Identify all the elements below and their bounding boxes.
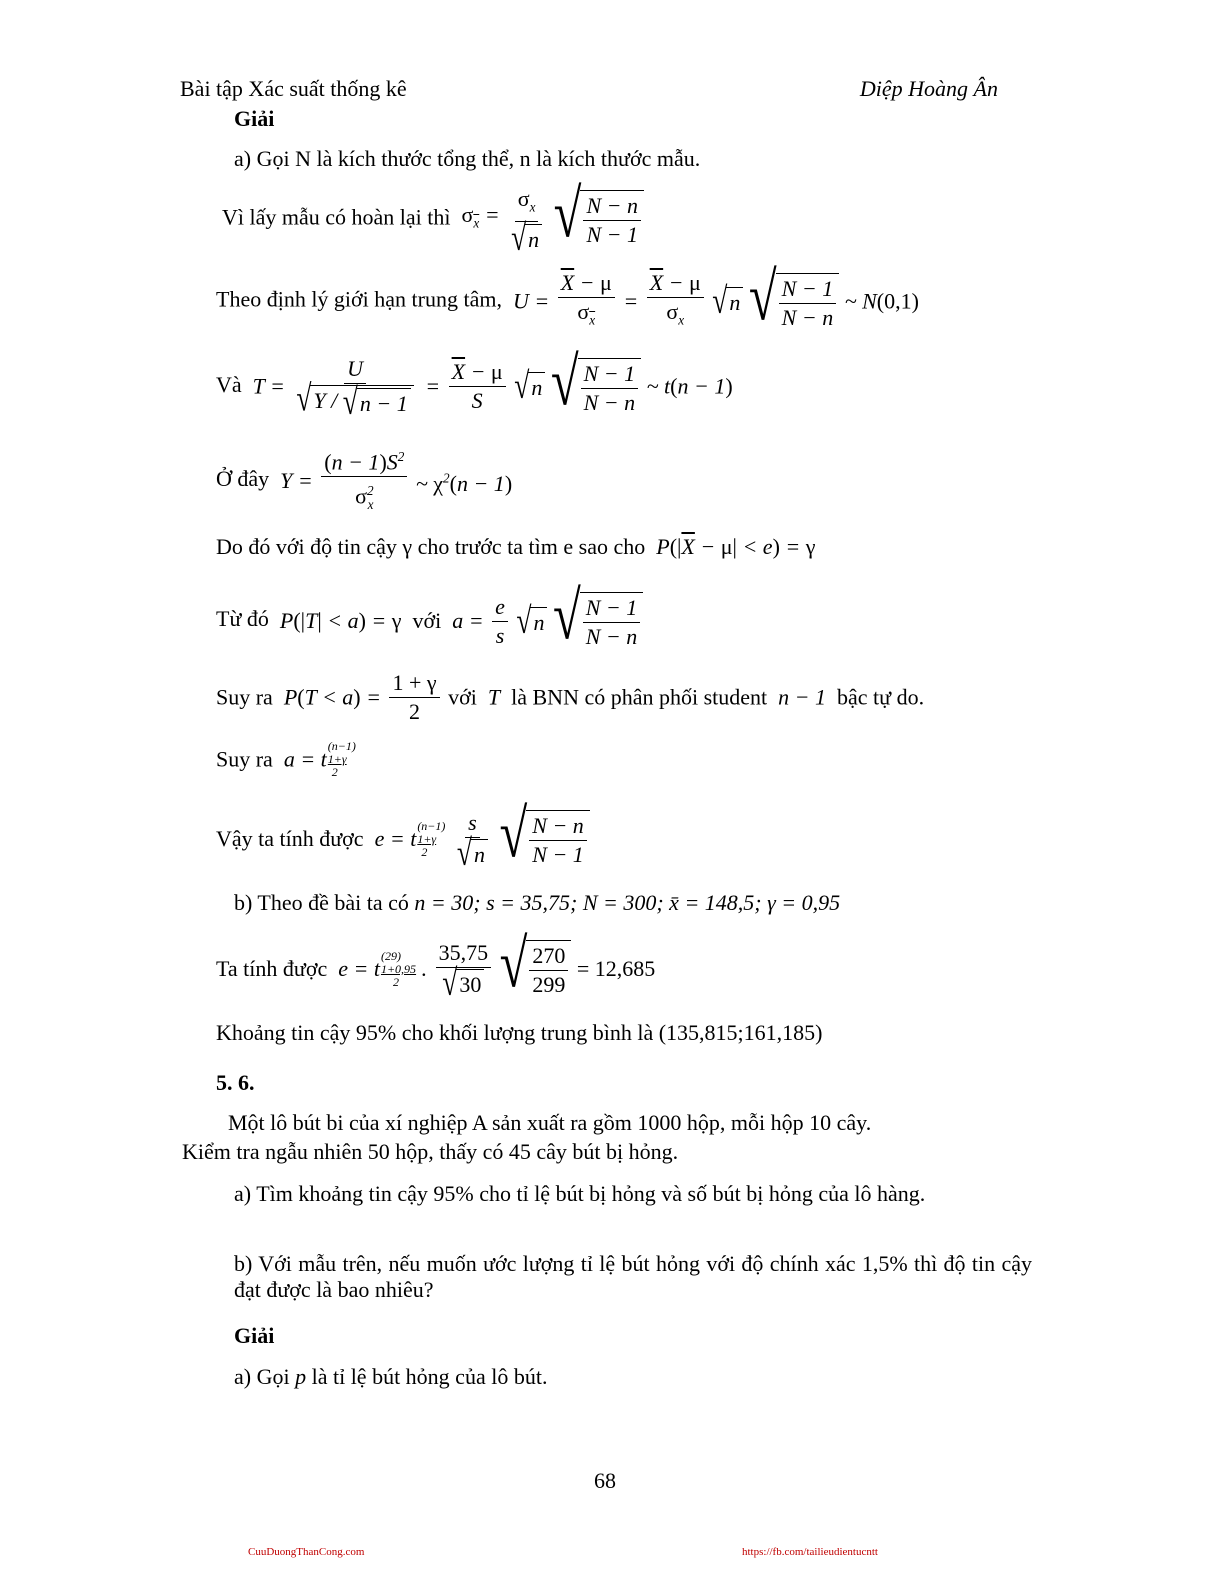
formula-suy1-pre: Suy ra	[216, 684, 273, 710]
formula-clt-label: Theo định lý giới hạn trung tâm,	[216, 286, 502, 312]
solution-a-intro: a) Gọi N là kích thước tổng thể, n là kích thước mẫu.	[234, 146, 701, 171]
formula-suy1-mid: với	[448, 684, 477, 710]
formula-suy2-pre: Suy ra	[216, 746, 273, 772]
formula-suy2: Suy ra a = t (n−1) 1+γ 2	[216, 739, 356, 779]
formula-from-mid: với	[412, 608, 442, 633]
formula-suy1-post: là BNN có phân phối student	[511, 684, 768, 710]
formula-vay-label: Vậy ta tính được	[216, 826, 364, 852]
formula-Y: Ở đây Y = $\frac{(n - 1)S^2}{\sigma^2_x}$ ~ $\chi^2(n - 1)$	[216, 444, 512, 518]
page-number: 68	[594, 1468, 616, 1493]
formula-confidence-post: cho trước ta tìm e sao cho	[417, 534, 646, 559]
problem-solution-heading: Giải	[234, 1323, 275, 1348]
formula-calc: Ta tính được e = t (29) 1+0,95 2 . 35,75 √ 30 √ $\frac{270}{299}$ = 12,685	[216, 926, 656, 1004]
formula-Y-label: Ở đây	[216, 466, 270, 492]
formula-from-pre: Từ đó	[216, 606, 269, 632]
problem-solution-a-pre: a) Gọi	[234, 1364, 290, 1389]
formula-calc-label: Ta tính được	[216, 956, 328, 982]
problem-statement-1: Một lô bút bi của xí nghiệp A sản xuất ra gồm 1000 hộp, mỗi hộp 10 cây.	[228, 1110, 872, 1135]
solution-b-given	[234, 890, 840, 916]
interval-value: (135,815;161,185)	[658, 1020, 823, 1045]
problem-question-b: b) Với mẫu trên, nếu muốn ước lượng tỉ lệ bút hỏng với độ chính xác 1,5% thì độ tin cậy đạt được là bao nhiêu?	[234, 1251, 1032, 1302]
formula-calc-result: = 12,685	[576, 956, 656, 982]
solution-heading: Giải	[234, 106, 275, 131]
problem-number: 5. 6.	[216, 1070, 255, 1095]
problem-question-a: a) Tìm khoảng tin cậy 95% cho tỉ lệ bút bị hỏng và số bút bị hỏng của lô hàng.	[234, 1181, 926, 1206]
formula-clt: Theo định lý giới hạn trung tâm, U = $\frac{\overline{X} - \mu}{\sigma_{\overline{x}}}$ = $\frac{\overline{X} - \mu}{\sigma_x}$ √ n √ $\frac{N - 1}{N - n}$ ~ N(0,1)	[216, 258, 919, 335]
header-left: Bài tập Xác suất thống kê	[180, 76, 407, 101]
formula-resample-label: Vì lấy mẫu có hoàn lại thì	[222, 204, 451, 230]
formula-from: Từ đó P(|T| < a) = γ với a = $\frac{e}{s}$ √ n √ $\frac{N - 1}{N - n}$	[216, 592, 643, 650]
problem-solution-a	[234, 1364, 547, 1390]
problem-statement-2: Kiểm tra ngẫu nhiên 50 hộp, thấy có 45 cây bút bị hỏng.	[182, 1139, 679, 1164]
problem-solution-a-post: là tỉ lệ bút hỏng của lô bút.	[311, 1364, 548, 1389]
solution-b-intro: b) Theo đề bài ta có	[234, 890, 409, 915]
formula-confidence-pre: Do đó với độ tin cậy	[216, 534, 397, 559]
formula-T: Và T = U √ Y / √ n − 1 = $\frac{\overline{X} - \mu}{S}$ √ n √ $\frac{N - 1}{N - n}$ ~ t(n − 1)	[216, 343, 733, 423]
formula-resample: Vì lấy mẫu có hoàn lại thì $\sigma_{\overline{x}}$ = $\sigma_x$ √ n √ $\frac{N - n}{N - 1}$	[222, 186, 644, 253]
header-right: Diệp Hoàng Ân	[859, 76, 998, 101]
footer-left-link[interactable]: CuuDuongThanCong.com	[248, 1546, 365, 1558]
solution-b-values: n = 30; s = 35,75; N = 300; x̄ = 148,5; γ = 0,95	[414, 890, 841, 915]
formula-confidence: Do đó với độ tin cậy γ cho trước ta tìm e sao cho $P(|\overline{X} - \mu| < e) = \gamma$	[216, 534, 816, 559]
problem-solution-a-var: p	[295, 1364, 307, 1389]
formula-suy1: Suy ra P(T < a) = $\frac{1 + \gamma}{2}$ với T là BNN có phân phối student n − 1 bậc tự do.	[216, 670, 925, 724]
formula-T-label: Và	[216, 371, 242, 397]
formula-vay: Vậy ta tính được e = t (n−1) 1+γ 2 s √ n √ $\frac{N - n}{N - 1}$	[216, 810, 590, 868]
interval-line	[216, 1020, 822, 1046]
interval-text: Khoảng tin cậy 95% cho khối lượng trung bình là	[216, 1020, 654, 1045]
formula-suy1-end: bậc tự do.	[837, 684, 925, 710]
footer-right-link[interactable]: https://fb.com/tailieudientucntt	[742, 1546, 878, 1558]
